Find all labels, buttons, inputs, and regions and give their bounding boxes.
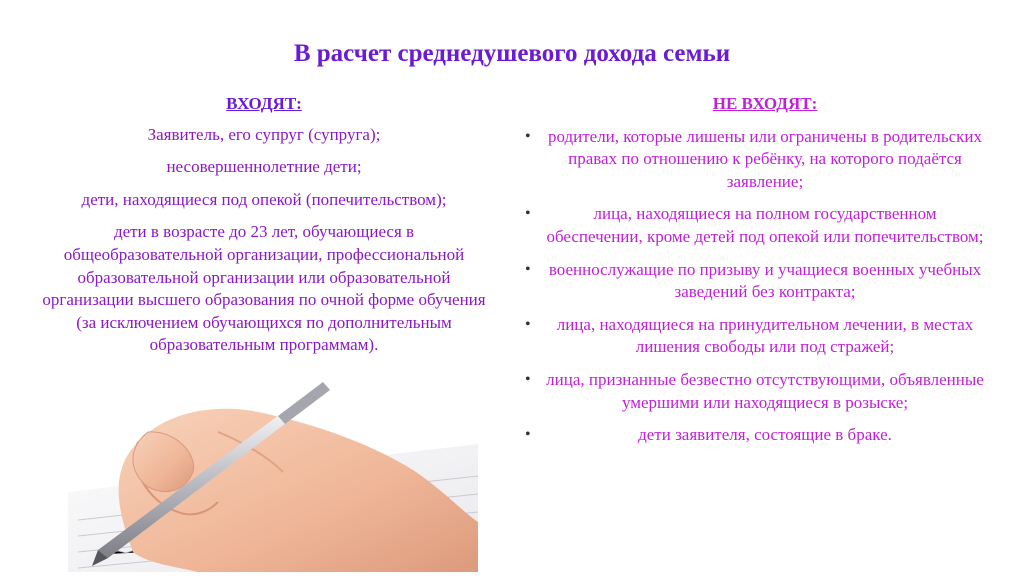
excluded-item-text: военнослужащие по призыву и учащиеся военных учебных заведений без контракта; (548, 259, 982, 302)
included-item: Заявитель, его супруг (супруга); (147, 124, 381, 144)
included-item: несовершеннолетние дети; (166, 157, 362, 177)
excluded-item-text: родители, которые лишены или ограничены в родительских правах по отношению к ребёнку, на которого подаётся заявление; (547, 126, 983, 191)
hand-writing-with-pen-photo-icon (68, 372, 478, 572)
bullet-icon: • (525, 426, 531, 444)
bullet-icon: • (525, 260, 531, 278)
excluded-item-text: лица, находящиеся на полном государственном обеспечении, кроме детей под опекой или попечительством; (546, 204, 984, 246)
excluded-heading: НЕ ВХОДЯТ: (712, 94, 818, 113)
excluded-item-text: лица, признанные безвестно отсутствующими, объявленные умершими или находящиеся в розыске; (546, 369, 984, 412)
included-item: дети в возрасте до 23 лет, обучающиеся в общеобразовательной организации, профессиональной образовательной организации или образовательной организации высшего образования по очной форме обучения (за исключением обучающихся по дополнительным образовательным программам). (42, 222, 486, 355)
excluded-list (515, 126, 985, 447)
list-item (515, 203, 985, 248)
included-heading: ВХОДЯТ: (226, 94, 302, 113)
list-item (515, 369, 985, 414)
list-item (515, 314, 985, 359)
excluded-column (515, 93, 985, 457)
excluded-item-text: лица, находящиеся на принудительном лечении, в местах лишения свободы или под стражей; (556, 314, 974, 357)
bullet-icon: • (525, 370, 531, 388)
bullet-icon: • (525, 127, 531, 145)
slide-title: В расчет среднедушевого дохода семьи (293, 40, 731, 67)
excluded-item-text: дети заявителя, состоящие в браке. (638, 425, 892, 445)
list-item (515, 259, 985, 304)
included-item: дети, находящиеся под опекой (попечительством); (81, 189, 447, 209)
list-item (515, 126, 985, 194)
list-item (515, 424, 985, 447)
bullet-icon: • (525, 315, 531, 333)
included-column (40, 93, 488, 367)
bullet-icon: • (525, 205, 531, 223)
